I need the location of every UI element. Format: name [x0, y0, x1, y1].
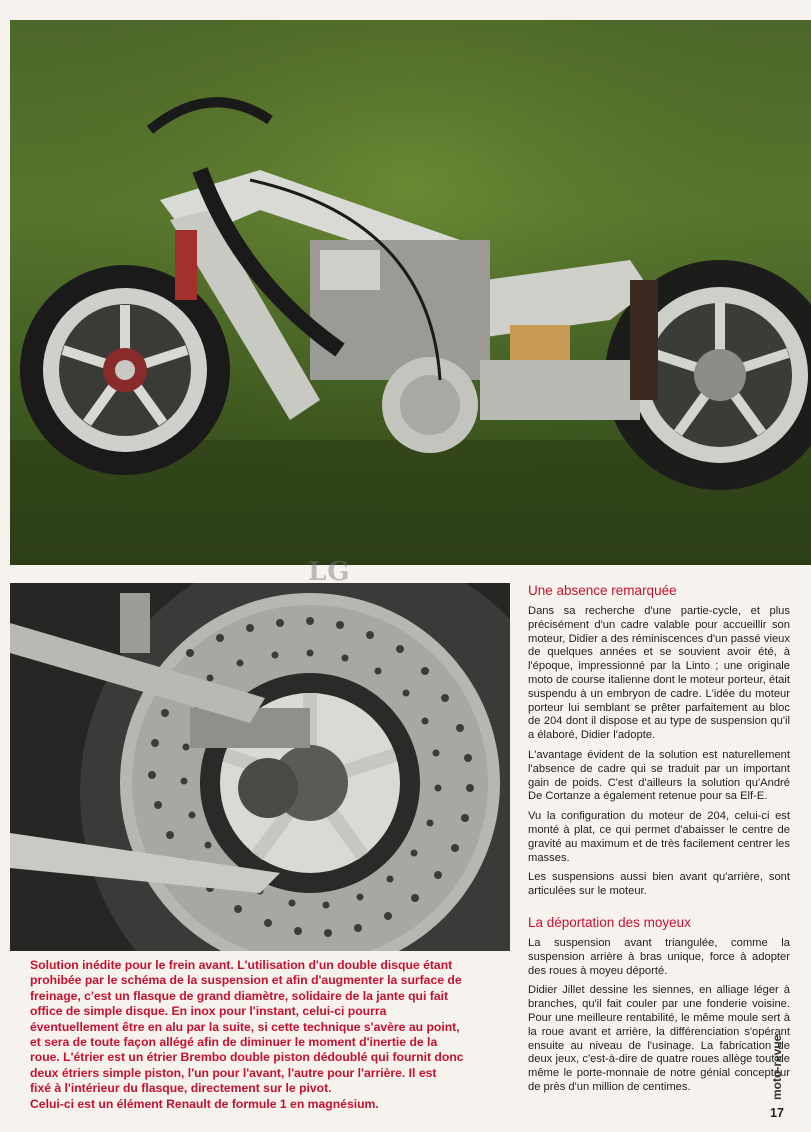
caption-line: roue. L'étrier est un étrier Brembo double piston dédoublé qui fournit donc	[30, 1050, 464, 1065]
brake-disc-illustration	[10, 583, 510, 951]
caption-line: éventuellement être en alu par la suite, si cette technique s'avère au point,	[30, 1019, 460, 1034]
caption-line: prohibée par le schéma de la suspension et afin d'augmenter la surface de	[30, 973, 462, 988]
section-moyeux	[528, 915, 790, 1095]
caption-line: office de simple disque. En inox pour l'instant, celui-ci pourra	[30, 1004, 387, 1019]
caption-line: Solution inédite pour le frein avant. L'utilisation d'un double disque étant	[30, 958, 453, 972]
caption-line: deux étriers simple piston, l'un pour l'avant, l'autre pour l'arrière. Il est	[30, 1065, 437, 1080]
paragraph: Les suspensions aussi bien avant qu'arrière, sont articulées sur le moteur.	[528, 871, 790, 898]
photo-caption	[30, 958, 510, 1112]
caption-line: fixé à l'intérieur du flasque, directement sur le pivot.	[30, 1081, 332, 1096]
caption-line: et sera de toute façon allégé afin de diminuer le moment d'inertie de la	[30, 1035, 438, 1050]
paragraph: Didier Jillet dessine les siennes, en alliage léger à branches, qu'il fait couler par une fonderie voisine. Pour une meilleure rentabilité, le même moule sert à la roue avant et arrière, la différenciation s'opérant ensuite au niveau de l'usinage. La fabrication de deux jeux, c'est-à-dire de quatre roues allège tout de même le porte-monnaie de notre génial concepteur de près d'un million de centimes.	[528, 984, 790, 1093]
caption-line: freinage, c'est un flasque de grand diamètre, solidaire de la jante qui fait	[30, 988, 449, 1003]
paragraph: La suspension avant triangulée, comme la suspension arrière à bras unique, force à adopter des roues à moyeu déporté.	[528, 936, 790, 977]
paragraph: Vu la configuration du moteur de 204, celui-ci est monté à plat, ce qui permet d'abaisser le centre de gravité au maximum et de très facilement centrer les masses.	[528, 810, 790, 864]
section-heading: La déportation des moyeux	[528, 914, 691, 930]
front-wheel	[20, 265, 230, 475]
magazine-name: moto-revue	[770, 1034, 784, 1100]
motorcycle-frame-illustration	[10, 20, 811, 565]
paragraph: Dans sa recherche d'une partie-cycle, et plus précisément d'un cadre valable pour accueillir son moteur, Didier a des réminiscences d'un passé vieux de quelques années et se souvient avoir été, à l'époque, impressionné par la Linto ; une originale moto de course italienne dont le moteur porteur, était suspendu à un embryon de cadre. L'idée du moteur porteur lui semblant se prêter parfaitement au bloc de 204 dont il dispose et au type de suspension qu'il a élaboré, Didier l'adopte.	[528, 605, 790, 742]
front-brake-disc-photo	[10, 583, 510, 951]
page-number: 17	[770, 1106, 784, 1120]
watermark-logo	[308, 557, 388, 617]
watermark-text: LG	[308, 557, 351, 587]
article-column	[528, 583, 790, 1111]
paragraph: L'avantage évident de la solution est naturellement l'absence de cadre qui se traduit par un important gain de poids. C'est d'ailleurs la solution qu'André De Cortanze a également retenue pour sa Elf-E.	[528, 748, 790, 803]
motorcycle-frame-photo	[10, 20, 811, 565]
caption-line: Celui-ci est un élément Renault de formule 1 en magnésium.	[30, 1096, 379, 1111]
section-absence	[528, 583, 790, 899]
section-heading: Une absence remarquée	[528, 583, 677, 598]
